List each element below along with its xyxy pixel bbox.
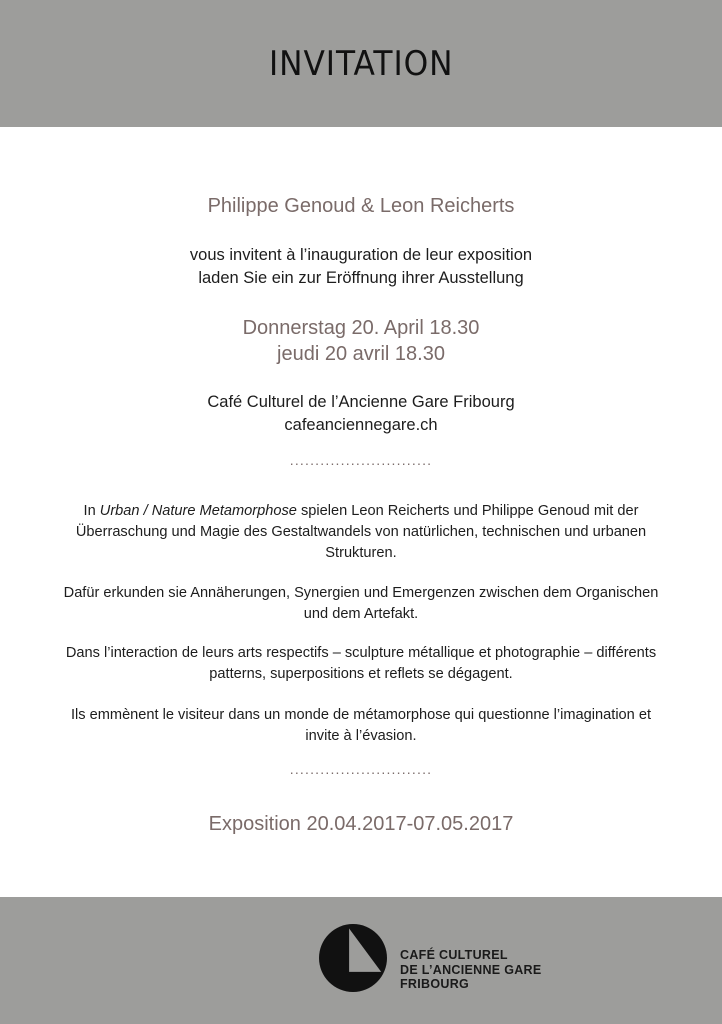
cafe-logo-text [400,948,542,992]
exhibition-title: Urban / Nature Metamorphose [99,503,297,519]
paragraph-metamorphose: Ils emmènent le visiteur dans un monde de métamorphose qui questionne l’imagination et invite à l’évasion. [70,707,652,744]
logo-line-2: DE L’ANCIENNE GARE [400,962,542,977]
logo-line-3: FRIBOURG [400,977,470,991]
hosts-names: Philippe Genoud & Leon Reicherts [207,195,515,217]
invite-line-fr: vous invitent à l’inauguration de leur exposition [189,246,533,264]
footer-band [0,897,722,1024]
paragraph-prefix: In [83,503,100,519]
invitation-body [0,127,722,897]
invitation-title: INVITATION [268,43,454,84]
event-dates [0,315,722,367]
logo-line-1: CAFÉ CULTUREL [400,948,508,962]
paragraph-urban-nature [60,501,662,564]
dotted-divider: ............................ [289,761,433,777]
paragraph-rest: spielen Leon Reicherts und Philippe Genoud mit der Überraschung und Magie des Gestaltwandels von natürlichen, technischen und urbanen Strukturen. [75,503,647,561]
venue-name: Café Culturel de l’Ancienne Gare Fribourg [207,393,515,411]
date-fr: jeudi 20 avril 18.30 [277,343,445,365]
date-de: Donnerstag 20. April 18.30 [242,317,480,339]
paragraph-interaction: Dans l’interaction de leurs arts respectifs – sculpture métallique et photographie – différents patterns, superpositions et reflets se dégagent. [65,645,657,682]
paragraph-synergies: Dafür erkunden sie Annäherungen, Synergien und Emergenzen zwischen dem Organischen und dem Artefakt. [63,585,659,622]
invite-text [0,244,722,290]
venue-website: cafeanciennegare.ch [284,416,438,434]
invite-line-de: laden Sie ein zur Eröffnung ihrer Ausstellung [198,269,524,287]
header-band [0,0,722,127]
cafe-logo-icon [318,919,388,994]
dotted-divider: ............................ [289,452,433,468]
exposition-dates: Exposition 20.04.2017-07.05.2017 [208,813,514,835]
venue-info [0,391,722,437]
